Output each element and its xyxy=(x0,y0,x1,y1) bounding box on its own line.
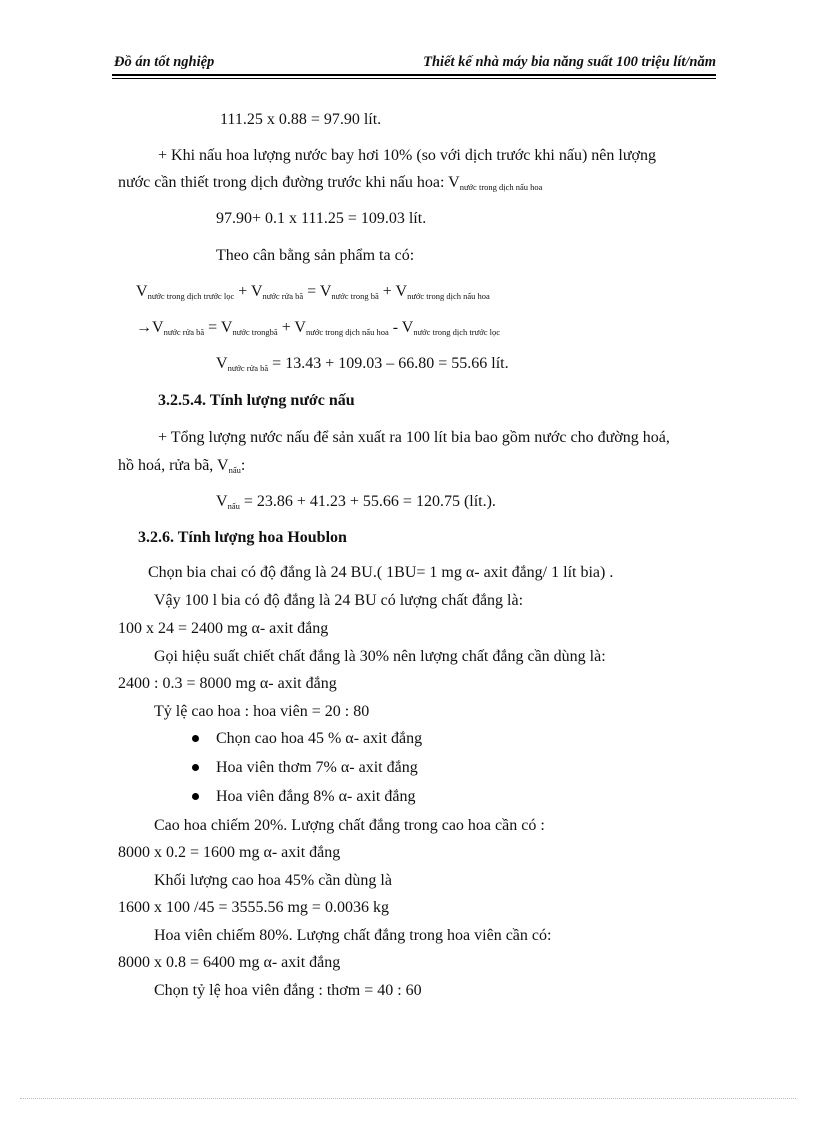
calc-line: 2400 : 0.3 = 8000 mg α- axit đắng xyxy=(118,675,337,692)
page-bottom-divider xyxy=(20,1098,796,1099)
paragraph-line: Vậy 100 l bia có độ đắng là 24 BU có lượng chất đắng là: xyxy=(154,592,524,609)
paragraph-line: Gọi hiệu suất chiết chất đắng là 30% nên lượng chất đắng cần dùng là: xyxy=(154,648,606,665)
bullet-icon xyxy=(192,764,199,771)
paragraph-line: + Khi nấu hoa lượng nước bay hơi 10% (so với dịch trước khi nấu) nên lượng xyxy=(158,147,656,164)
paragraph-line: Cao hoa chiếm 20%. Lượng chất đắng trong cao hoa cần có : xyxy=(154,817,545,834)
equation-result: Vnước rửa bã = 13.43 + 109.03 – 66.80 = 55.66 lít. xyxy=(216,355,509,373)
section-heading: 3.2.5.4. Tính lượng nước nấu xyxy=(158,392,355,409)
calc-line: 111.25 x 0.88 = 97.90 lít. xyxy=(220,111,382,128)
calc-line: 8000 x 0.2 = 1600 mg α- axit đắng xyxy=(118,844,341,861)
calc-line: 8000 x 0.8 = 6400 mg α- axit đắng xyxy=(118,954,341,971)
calc-line: 1600 x 100 /45 = 3555.56 mg = 0.0036 kg xyxy=(118,899,389,916)
paragraph-line: hồ hoá, rửa bã, Vnấu: xyxy=(118,457,246,475)
list-item: Hoa viên đắng 8% α- axit đắng xyxy=(216,788,416,805)
paragraph-line: Chọn tỷ lệ hoa viên đắng : thơm = 40 : 60 xyxy=(154,982,422,999)
equation-rearranged: →Vnước rửa bã = Vnước trongbã + Vnước trong dịch nấu hoa - Vnước trong dịch trước lọc xyxy=(136,319,500,337)
calc-line: 97.90+ 0.1 x 111.25 = 109.03 lít. xyxy=(216,210,427,227)
header-left-title: Đồ án tốt nghiệp xyxy=(114,54,215,70)
page-header xyxy=(112,50,716,76)
header-right-title: Thiết kế nhà máy bia năng suất 100 triệu lít/năm xyxy=(423,54,716,70)
bullet-icon xyxy=(192,735,199,742)
equation-balance: Vnước trong dịch trước lọc + Vnước rửa bã = Vnước trong bã + Vnước trong dịch nấu hoa xyxy=(136,283,490,301)
paragraph-line: Hoa viên chiếm 80%. Lượng chất đắng trong hoa viên cần có: xyxy=(154,927,552,944)
calc-line: 100 x 24 = 2400 mg α- axit đắng xyxy=(118,620,329,637)
bullet-icon xyxy=(192,793,199,800)
paragraph-line: nước cần thiết trong dịch đường trước khi nấu hoa: Vnước trong dịch nấu hoa xyxy=(118,174,543,192)
paragraph-line: Theo cân bằng sản phẩm ta có: xyxy=(216,247,415,264)
paragraph-line: Tỷ lệ cao hoa : hoa viên = 20 : 80 xyxy=(154,703,370,720)
paragraph-line: Khối lượng cao hoa 45% cần dùng là xyxy=(154,872,392,889)
equation-result: Vnấu = 23.86 + 41.23 + 55.66 = 120.75 (lít.). xyxy=(216,493,496,511)
section-heading: 3.2.6. Tính lượng hoa Houblon xyxy=(138,529,347,546)
paragraph-line: Chọn bia chai có độ đắng là 24 BU.( 1BU= 1 mg α- axit đắng/ 1 lít bia) . xyxy=(148,564,614,581)
list-item: Hoa viên thơm 7% α- axit đắng xyxy=(216,759,418,776)
paragraph-line: + Tổng lượng nước nấu để sản xuất ra 100 lít bia bao gồm nước cho đường hoá, xyxy=(158,429,670,446)
list-item: Chọn cao hoa 45 % α- axit đắng xyxy=(216,730,423,747)
header-rule xyxy=(112,78,716,79)
